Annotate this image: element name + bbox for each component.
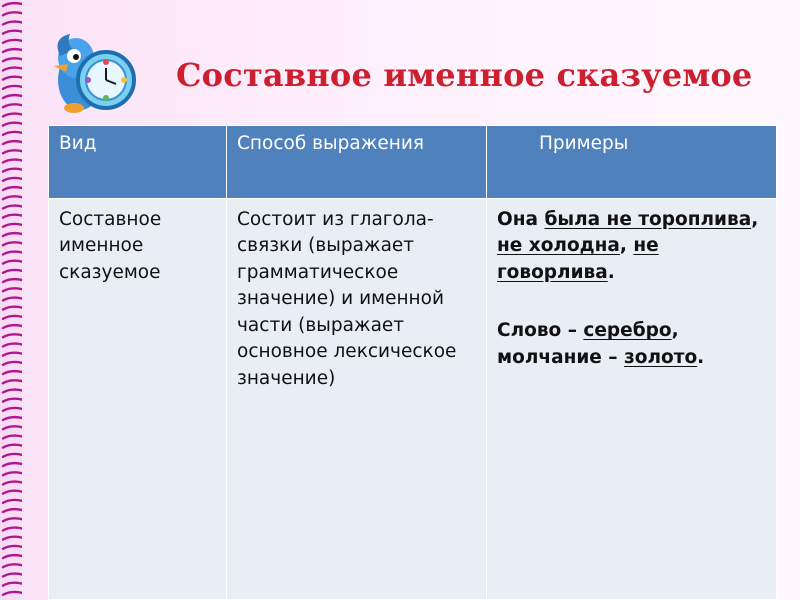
cell-examples [487,199,777,600]
predicate-table [48,125,777,600]
example-1-text-3: , [619,235,634,257]
cell-method: Состоит из глагола-связки (выражает грамматическое значение) и именной части (выражает основное лексическое значение) [227,199,487,600]
header-method: Способ выражения [227,126,487,199]
example-1-text-1: Она [497,209,545,230]
example-1-underline-3: не говорлива [497,235,659,283]
table-header-row [49,126,777,199]
header-examples: Примеры [487,126,777,199]
example-2 [497,320,704,367]
example-1-text-4: . [607,261,615,283]
example-2-underline-2: золото [624,346,698,368]
example-2-text-2: , молчание – [497,320,679,368]
table-row [49,199,777,600]
example-1-underline-2: не холодна [497,235,620,257]
slide-title: Составное именное сказуемое [176,56,753,94]
example-1 [497,209,758,283]
example-2-text-1: Слово – [497,320,584,342]
example-1-text-2: , [751,209,759,230]
cell-kind: Составное именное сказуемое [49,199,227,600]
smeshariki-clock-mascot-icon [46,22,142,118]
example-2-text-3: . [697,346,705,368]
header-kind: Вид [49,126,227,199]
example-1-underline-1: была не тороплива [544,209,752,230]
example-gap [497,286,766,318]
example-2-underline-1: серебро [583,320,672,342]
